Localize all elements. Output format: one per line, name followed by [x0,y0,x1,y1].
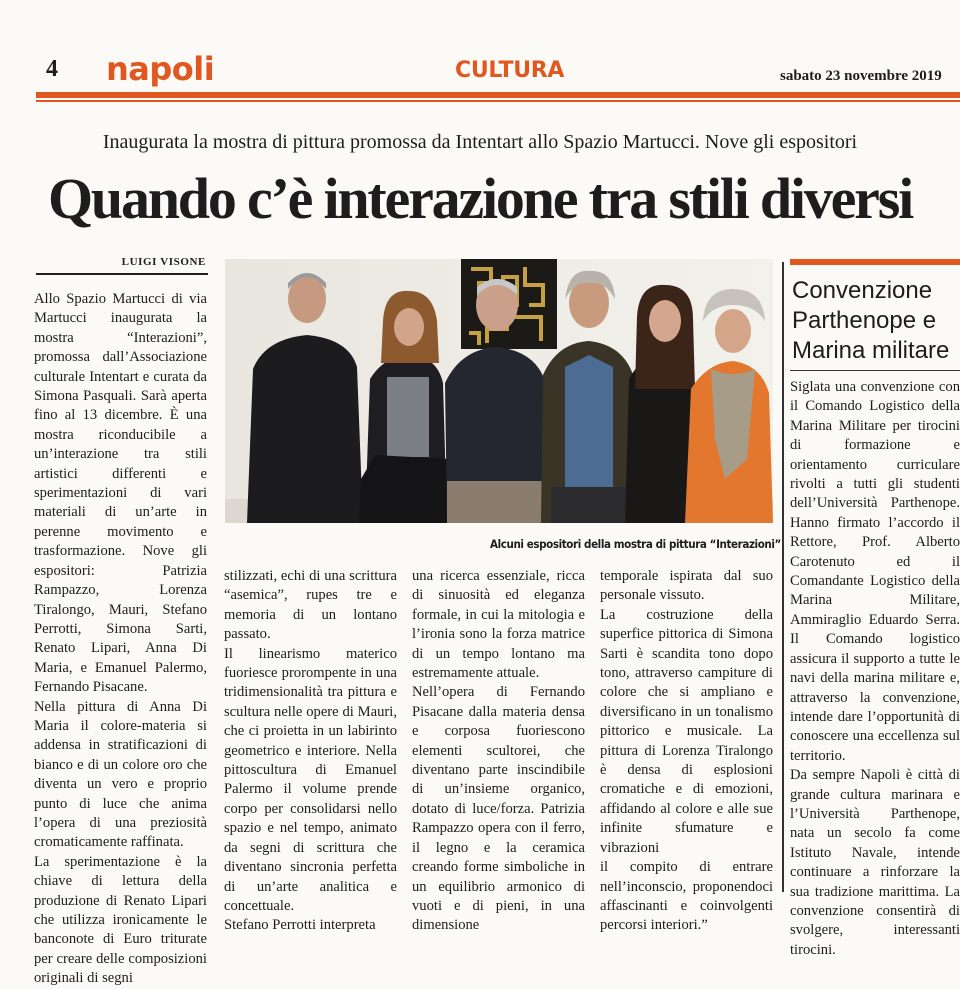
article-column-2 [224,567,397,936]
article-kicker: Inaugurata la mostra di pittura promossa da Intentart allo Spazio Martucci. Nove gli espositori [102,131,858,153]
paragraph: La sperimentazione è la chiave di lettura della produzione di Renato Lipari che utilizza ironicamente le banconote di Euro triturate per creare delle composizioni originali di segni [34,853,207,987]
city-masthead: napoli [106,50,215,88]
paragraph: una ricerca essenziale, ricca di sinuosità ed eleganza formale, in cui la mitologia e l’ironia sono la forza matrice di un tempo lontano ma estremamente attuale. [412,568,585,682]
byline-rule [36,273,208,275]
paragraph: Il linearismo materico fuoriesce prorompente in una tridimensionalità tra pittura e scultura nelle opere di Mauri, che ci proietta in un labirinto geometrico e interiore. Nella pittoscultura di Emanuel Palermo il volume prende corpo per consolidarsi nello spazio e nel tempo, animato da segni di scrittura che diventano sincronia perfetta di un’arte analitica e concettuale. [224,645,397,914]
paragraph: Stefano Perrotti interpreta [224,917,376,934]
byline: LUIGI VISONE [121,256,206,268]
paragraph: stilizzati, echi di una scrittura “asemica”, rupes tre e memoria di un lontano passato. [224,568,397,643]
paragraph: Nell’opera di Fernando Pisacane dalla materia densa e corposa fuoriescono elementi scultorei, che diventano parte inscindibile di un’insieme organico, dotato di luce/forza. Patrizia Rampazzo opera con il ferro, il legno e la ceramica creando forme simboliche in un equilibrio armonico di vuoti e di pieni, in una dimensione [412,684,585,934]
photo-caption: Alcuni espositori della mostra di pittura “Interazioni” [490,537,781,551]
article-headline: Quando c’è interazione tra stili diversi [47,166,913,231]
sidebar-accent-bar [790,259,960,265]
paragraph: Siglata una convenzione con il Comando Logistico della Marina Militare per tirocini di formazione e orientamento curriculare rivolti a tutti gli studenti dell’Università Parthenope. Hanno firmato l’accordo il Rettore, Prof. Alberto Carotenuto ed il Comandante Logistico della Marina Militare, Ammiraglio Eduardo Serra. Il Comando logistico assicura il supporto a tutte le navi della marina militare e, attraverso la convenzione, intende dare l’opportunità di conoscere una eccellenza sul territorio. [790,379,960,764]
paragraph: Allo Spazio Martucci di via Martucci inaugurata la mostra “Interazioni”, promossa dall’Associazione culturale Intentart e curata da Simona Pasquali. Sarà aperta fino al 13 dicembre. È una mostra riconducibile a un’interazione tra stili artistici differenti e sperimentazioni di vari materiali di un’arte in perenne movimento e trasformazione. Nove gli espositori: Patrizia Rampazzo, Lorenza Tiralongo, Mauri, Stefano Perrotti, Simona Sarti, Renato Lipari, Anna Di Maria, e Emanuel Palermo, Fernando Pisacane. [34,291,207,696]
page-number: 4 [46,56,58,82]
sidebar-rule [790,370,960,371]
issue-date: sabato 23 novembre 2019 [780,68,942,84]
paragraph: Nella pittura di Anna Di Maria il colore-materia si addensa in stratificazioni di bianco e di un colore oro che diventa un vero e proprio punto di luce che anima l’opera di una preziosità cromaticamente raffinata. [34,698,207,851]
paragraph: il compito di entrare nell’inconscio, proponendoci affascinanti e coinvolgenti percorsi interiori.” [600,859,773,934]
paragraph: temporale ispirata dal suo personale vissuto. [600,568,773,604]
header-rule [36,92,960,98]
sidebar-column [790,378,960,960]
column-divider [782,262,784,892]
section-label: CULTURA [455,58,565,83]
paragraph: La costruzione della superfice pittorica di Simona Sarti è scandita tono dopo tono, attraverso campiture di colore che si ampliano e diversificano in un tonalismo pittorico e musicale. La pittura di Lorenza Tiralongo è densa di esplosioni cromatiche e di emozioni, affidando al colore e alle sue infinite sfumature e vibrazioni [600,606,773,856]
article-column-3 [412,567,585,936]
article-column-1 [34,290,207,989]
header-rule-thin [36,100,960,102]
article-column-4 [600,567,773,936]
paragraph: Da sempre Napoli è città di grande cultura marinara e l’Università Parthenope, nata un secolo fa come Istituto Navale, intende continuare a rinforzare la sua tradizione marittima. La convenzione consentirà di svolgere, interessanti tirocini. [790,767,960,958]
exhibitors-photo [225,259,773,523]
sidebar-headline: Convenzione Parthenope e Marina militare [792,277,950,364]
